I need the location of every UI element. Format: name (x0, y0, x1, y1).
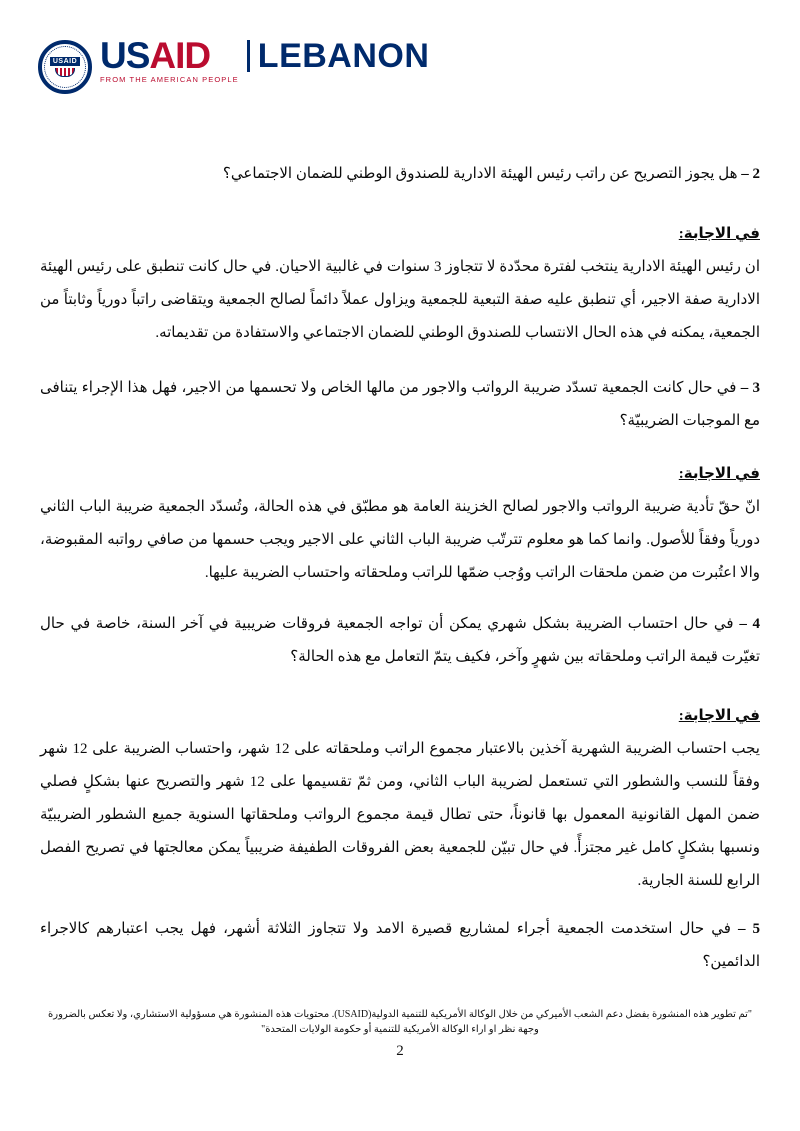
seal-label: USAID (50, 57, 80, 66)
usaid-seal-icon (38, 40, 92, 94)
question-3-number: 3 – (740, 380, 761, 396)
page-number: 2 (396, 1043, 404, 1059)
answer-2-text: ان رئيس الهيئة الادارية ينتخب لفترة محدّدة لا تتجاوز 3 سنوات في غالبية الاحيان. في حال كانت تنطبق على رئيس الهيئة الادارية صفة الاجير، أي تنطبق عليه صفة التبعية للجمعية ويزاول عملاً دائماً لصالح الجمعية ويتقاضى راتباً دورياً وثابتاً من الجمعية، يمكنه في هذه الحال الانتساب للصندوق الوطني للضمان الاجتماعي والاستفادة من تقديماته. (40, 259, 760, 341)
question-4 (40, 608, 760, 674)
lebanon-wordmark: LEBANON (257, 37, 430, 75)
seal-dotted-ring (44, 46, 86, 88)
question-2 (40, 158, 760, 191)
logo-separator (247, 40, 250, 72)
usaid-logotype (100, 35, 239, 76)
question-5-number: 5 – (737, 921, 761, 937)
answer-heading-1: في الاجابة: (678, 226, 760, 242)
question-2-text: هل يجوز التصريح عن راتب رئيس الهيئة الادارية للصندوق الوطني للضمان الاجتماعي؟ (222, 166, 738, 182)
question-2-number: 2 – (741, 166, 760, 182)
answer-heading-2: في الاجابة: (678, 466, 760, 482)
question-4-number: 4 – (739, 616, 761, 632)
usaid-lebanon-logo (38, 35, 430, 94)
answer-3-text: انّ حقّ تأدية ضريبة الرواتب والاجور لصالح الخزينة العامة هو مطبّق في هذه الحالة، وتُسدّد الجمعية ضريبة الباب الثاني دورياً وفقاً للأصول. وانما كما هو معلوم تترتّب ضريبة الباب الثاني على الاجير ويجب حسمها من صافي رواتبه المقبوضة، والا اعتُبرت من ضمن ملحقات الراتب ووُجب ضمّها للراتب وملحقاته واحتساب الضريبة عليها. (40, 499, 760, 581)
question-5 (40, 913, 760, 979)
document-content (40, 158, 760, 979)
usaid-us-letters: US (100, 35, 150, 76)
question-3-text: في حال كانت الجمعية تسدّد ضريبة الرواتب والاجور من مالها الخاص ولا تحسمها من الاجير، فهل هذا الإجراء يتنافى مع الموجبات الضريبيّة؟ (40, 380, 760, 429)
footer-disclaimer-line-1: "تم تطوير هذه المنشورة بفضل دعم الشعب الأميركي من خلال الوكالة الأمريكية للتنمية الدولية(USAID). محتويات هذه المنشورة هي مسؤولية الاستشاري، ولا تعكس بالضرورة (48, 1009, 752, 1020)
question-4-text: في حال احتساب الضريبة بشكل شهري يمكن أن تواجه الجمعية فروقات ضريبية في آخر السنة، خاصة في حال تغيّرت قيمة الراتب وملحقاته بين شهرٍ وآخر، فكيف يتمّ التعامل مع هذه الحالة؟ (40, 616, 760, 665)
usaid-aid-letters: AID (149, 35, 211, 76)
answer-4-text: يجب احتساب الضريبة الشهرية آخذين بالاعتبار مجموع الراتب وملحقاته على 12 شهر، واحتساب الضريبة على 12 شهر وفقاً للنسب والشطور التي تستعمل لضريبة الباب الثاني، ومن ثمّ تقسيمها على 12 شهر والتصريح عنها بشكلٍ فصلي ضمن المهل القانونية المعمول بها قانوناً، حتى تطال قيمة مجموع الرواتب وملحقاتها السنوية جميع الشطور الضريبيّة ونسبها بشكلٍ كامل غير مجتزأً. في حال تبيّن للجمعية بعض الفروقات الطفيفة ضريبياً يمكن معالجتها في تصريح الفصل الرابع للسنة الجارية. (40, 741, 760, 889)
footer-disclaimer-line-2: وجهة نظر او اراء الوكالة الأمريكية للتنمية أو حكومة الولايات المتحدة" (261, 1024, 539, 1035)
footer-disclaimer (30, 1007, 770, 1037)
question-3 (40, 372, 760, 438)
usaid-tagline: FROM THE AMERICAN PEOPLE (100, 75, 239, 84)
usaid-wordmark (100, 35, 239, 84)
answer-heading-3: في الاجابة: (678, 708, 760, 724)
question-5-text: في حال استخدمت الجمعية أجراء لمشاريع قصيرة الامد ولا تتجاوز الثلاثة أشهر، فهل يجب اعتبارهم كالاجراء الدائمين؟ (40, 921, 760, 970)
